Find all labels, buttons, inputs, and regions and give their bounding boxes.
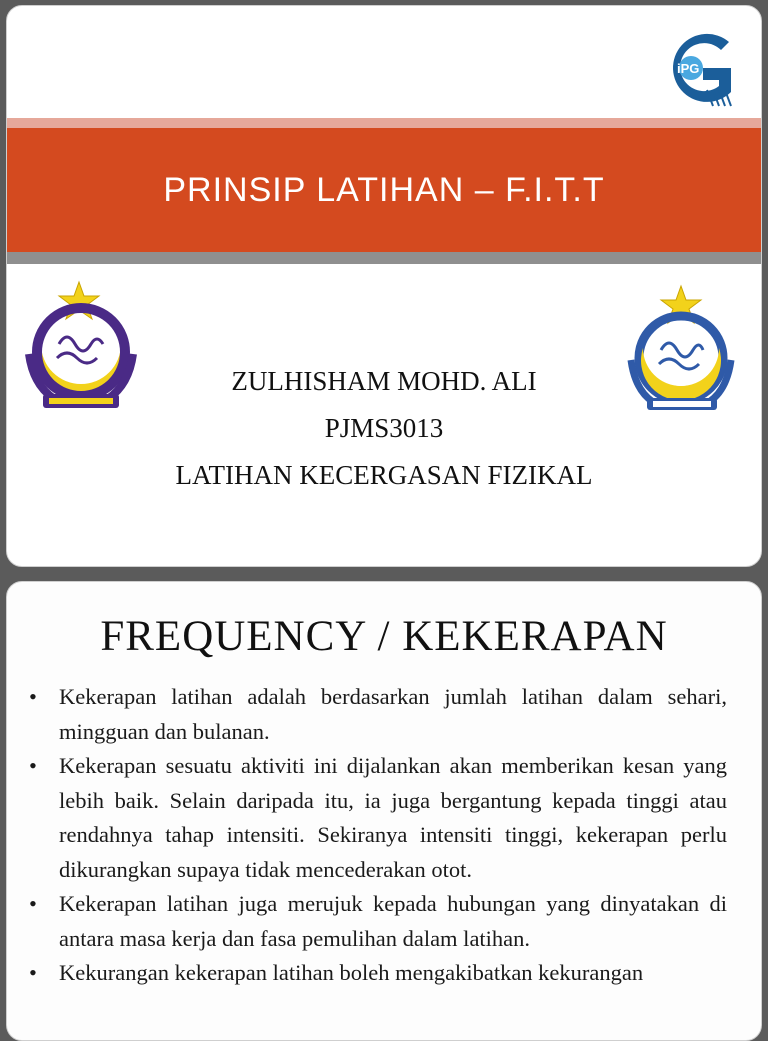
bullet-text: Kekerapan latihan juga merujuk kepada hubungan yang dinyatakan di antara masa kerja dan fasa pemulihan dalam latihan.	[59, 891, 727, 951]
bullet-text: Kekurangan kekerapan latihan boleh mengakibatkan kekurangan	[59, 960, 644, 985]
author-block	[7, 358, 761, 499]
bullet-item	[29, 680, 727, 749]
slide-heading: FREQUENCY / KEKERAPAN	[100, 613, 668, 660]
course-name: LATIHAN KECERGASAN FIZIKAL	[175, 460, 593, 490]
title-band	[7, 128, 761, 252]
title-slide	[6, 5, 762, 567]
bullet-text: Kekerapan sesuatu aktiviti ini dijalankan akan memberikan kesan yang lebih baik. Selain daripada itu, ia juga bergantung kepada tinggi atau rendahnya tahap intensiti. Sekiranya intensiti tinggi, kekerapan perlu dikurangkan supaya tidak mencederakan otot.	[59, 753, 727, 882]
svg-text:iPG: iPG	[677, 61, 700, 76]
ipg-logo	[651, 20, 747, 116]
bullet-icon: •	[29, 891, 37, 916]
bullet-text: Kekerapan latihan adalah berdasarkan jumlah latihan dalam sehari, mingguan dan bulanan.	[59, 684, 727, 744]
divider-strip	[7, 252, 761, 264]
content-slide	[6, 581, 762, 1041]
bullet-item	[29, 956, 727, 991]
bullet-list	[29, 680, 727, 991]
author-name: ZULHISHAM MOHD. ALI	[231, 366, 537, 396]
slide-title: PRINSIP LATIHAN – F.I.T.T	[163, 170, 605, 209]
bullet-icon: •	[29, 753, 37, 778]
bullet-item	[29, 887, 727, 956]
accent-strip	[7, 118, 761, 128]
bullet-icon: •	[29, 960, 37, 985]
course-code: PJMS3013	[324, 413, 444, 443]
bullet-icon: •	[29, 684, 37, 709]
bullet-item	[29, 749, 727, 887]
